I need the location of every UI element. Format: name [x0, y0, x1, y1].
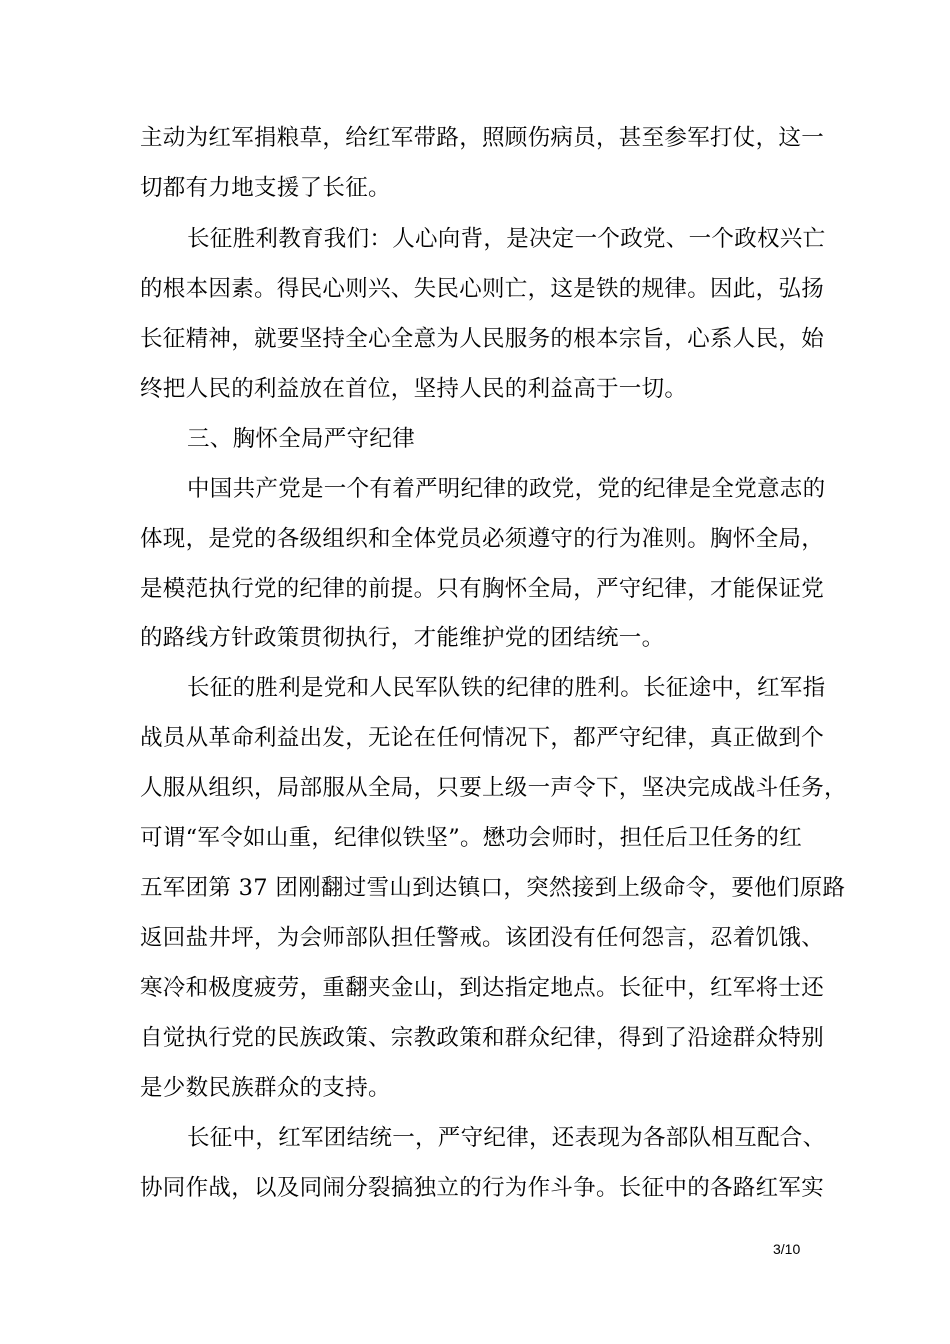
- text-line: 中国共产党是一个有着严明纪律的政党，党的纪律是全党意志的: [187, 476, 826, 502]
- text-line: 长征精神，就要坚持全心全意为人民服务的根本宗旨，心系人民，始: [140, 326, 825, 352]
- text-line: 协同作战，以及同闹分裂搞独立的行为作斗争。长征中的各路红军实: [140, 1175, 825, 1201]
- text-line: 的路线方针政策贯彻执行，才能维护党的团结统一。: [140, 625, 665, 651]
- document-body: [140, 0, 847, 1344]
- text-line: 切都有力地支援了长征。: [140, 175, 391, 201]
- text-line: 战员从革命利益出发，无论在任何情况下，都严守纪律，真正做到个: [140, 725, 825, 751]
- text-line: 主动为红军捐粮草，给红军带路，照顾伤病员，甚至参军打仗，这一: [140, 125, 825, 151]
- text-line: 寒冷和极度疲劳，重翻夹金山，到达指定地点。长征中，红军将士还: [140, 975, 825, 1001]
- text-line: 长征胜利教育我们：人心向背，是决定一个政党、一个政权兴亡: [187, 226, 826, 252]
- text-line: 是少数民族群众的支持。: [140, 1075, 391, 1101]
- text-line: 返回盐井坪，为会师部队担任警戒。该团没有任何怨言，忍着饥饿、: [140, 925, 825, 951]
- page-number: 3/10: [773, 1241, 801, 1257]
- text-line: 人服从组织，局部服从全局，只要上级一声令下，坚决完成战斗任务，: [140, 775, 847, 801]
- text-line: 长征中，红军团结统一，严守纪律，还表现为各部队相互配合、: [187, 1125, 826, 1151]
- text-line: 可谓“军令如山重，纪律似铁坚”。懋功会师时，担任后卫任务的红: [140, 825, 803, 851]
- text-line: 的根本因素。得民心则兴、失民心则亡，这是铁的规律。因此，弘扬: [140, 276, 825, 302]
- section-heading: 三、胸怀全局严守纪律: [187, 426, 416, 452]
- text-line: 体现，是党的各级组织和全体党员必须遵守的行为准则。胸怀全局，: [140, 526, 825, 552]
- text-line: 是模范执行党的纪律的前提。只有胸怀全局，严守纪律，才能保证党: [140, 576, 825, 602]
- text-line: 五军团第 37 团刚翻过雪山到达镇口，突然接到上级命令，要他们原路: [140, 875, 846, 901]
- text-line: 自觉执行党的民族政策、宗教政策和群众纪律，得到了沿途群众特别: [140, 1025, 825, 1051]
- text-line: 长征的胜利是党和人民军队铁的纪律的胜利。长征途中，红军指: [187, 675, 826, 701]
- text-line: 终把人民的利益放在首位，坚持人民的利益高于一切。: [140, 376, 688, 402]
